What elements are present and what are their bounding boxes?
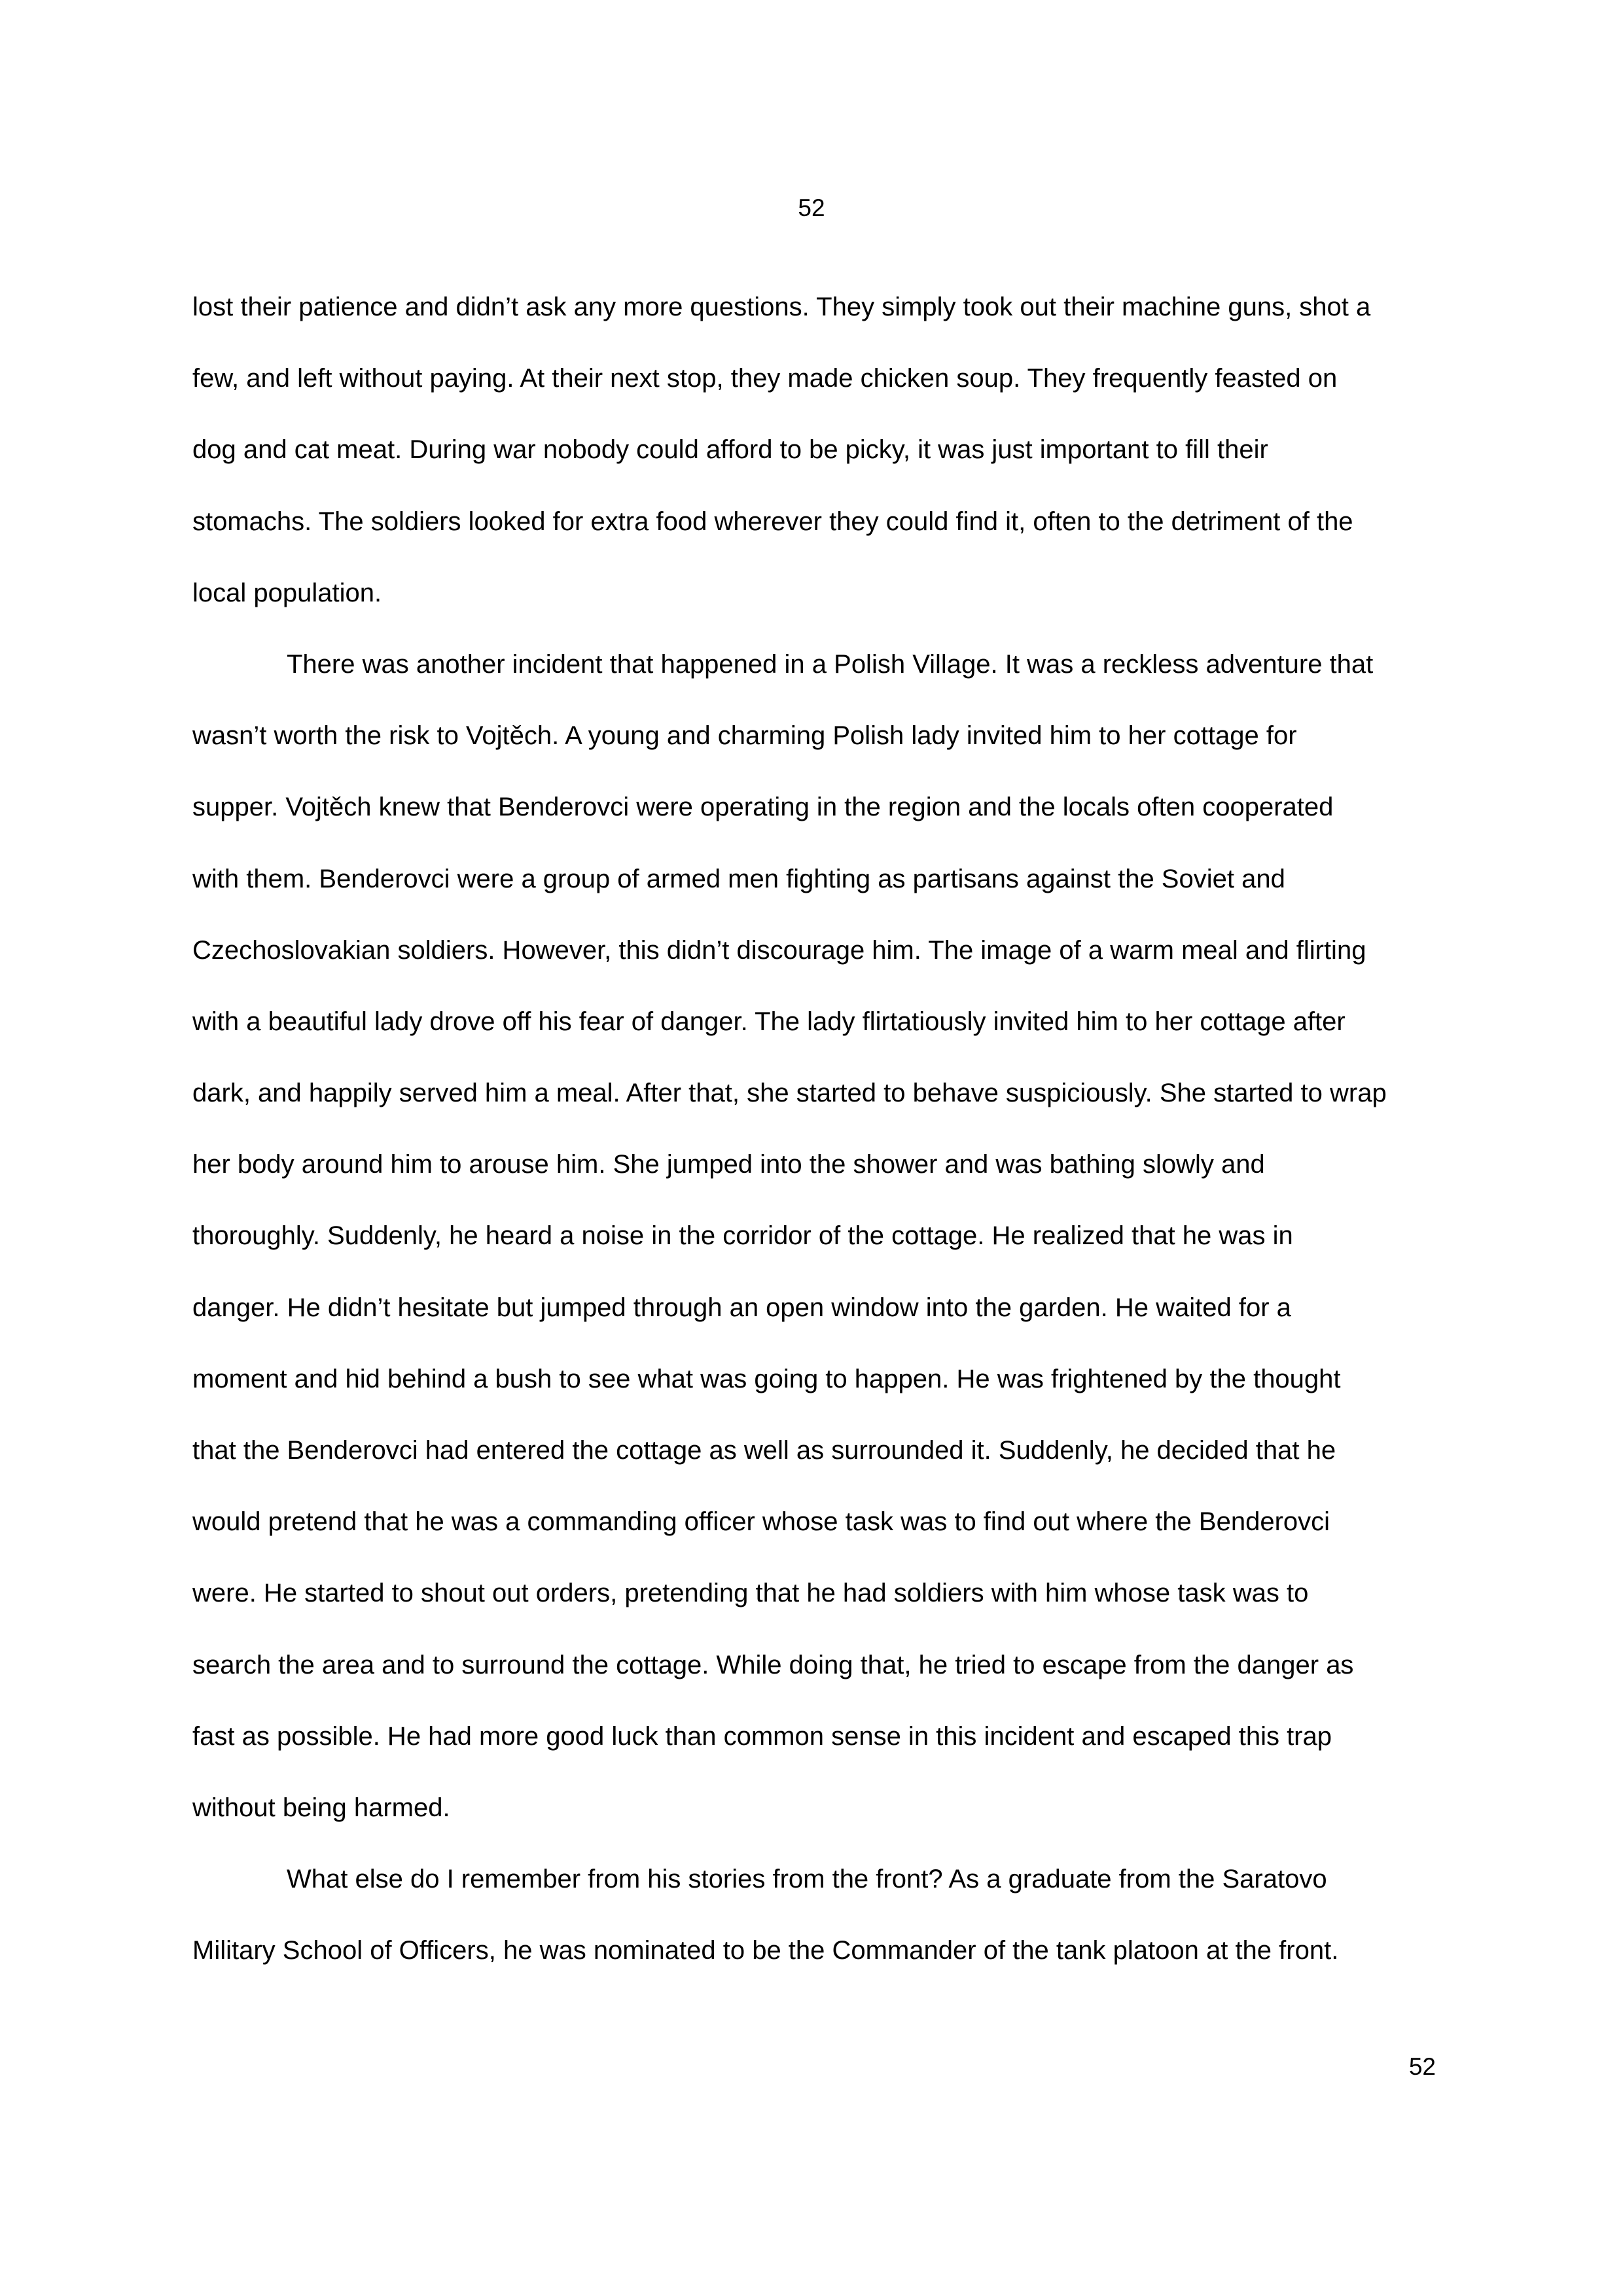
body-text <box>192 288 1440 2003</box>
text-line: danger. He didn’t hesitate but jumped through an open window into the garden. He waited for a <box>192 1293 1291 1322</box>
text-line: There was another incident that happened in a Polish Village. It was a reckless adventure that <box>287 649 1374 679</box>
text-line: few, and left without paying. At their next stop, they made chicken soup. They frequently feasted on <box>192 364 1338 393</box>
text-line: supper. Vojtěch knew that Benderovci were operating in the region and the locals often cooperated <box>192 793 1334 822</box>
text-line: stomachs. The soldiers looked for extra food wherever they could find it, often to the detriment of the <box>192 507 1353 536</box>
text-line: fast as possible. He had more good luck than common sense in this incident and escaped this trap <box>192 1721 1332 1751</box>
text-line: Czechoslovakian soldiers. However, this didn’t discourage him. The image of a warm meal and flirting <box>192 935 1366 965</box>
text-line: Military School of Officers, he was nominated to be the Commander of the tank platoon at the front. <box>192 1936 1339 1965</box>
text-line: moment and hid behind a bush to see what was going to happen. He was frightened by the thought <box>192 1364 1341 1393</box>
text-line: dark, and happily served him a meal. After that, she started to behave suspiciously. She started to wrap <box>192 1079 1387 1108</box>
text-line: search the area and to surround the cottage. While doing that, he tried to escape from the danger as <box>192 1650 1354 1679</box>
text-line: thoroughly. Suddenly, he heard a noise in the corridor of the cottage. He realized that he was in <box>192 1221 1293 1251</box>
footer-page-number: 52 <box>1408 2053 1436 2080</box>
text-line: her body around him to arouse him. She jumped into the shower and was bathing slowly and <box>192 1150 1265 1179</box>
text-line: that the Benderovci had entered the cottage as well as surrounded it. Suddenly, he decided that he <box>192 1436 1336 1465</box>
text-line: with them. Benderovci were a group of armed men fighting as partisans against the Soviet and <box>192 864 1285 893</box>
text-line: lost their patience and didn’t ask any more questions. They simply took out their machine guns, shot a <box>192 293 1371 321</box>
text-line: were. He started to shout out orders, pretending that he had soldiers with him whose task was to <box>192 1579 1309 1608</box>
text-line: would pretend that he was a commanding officer whose task was to find out where the Benderovci <box>192 1507 1330 1537</box>
text-line: wasn’t worth the risk to Vojtěch. A young and charming Polish lady invited him to her cottage for <box>192 721 1297 751</box>
text-line: without being harmed. <box>192 1793 450 1822</box>
text-line: dog and cat meat. During war nobody could afford to be picky, it was just important to fill their <box>192 435 1268 465</box>
text-line: with a beautiful lady drove off his fear of danger. The lady flirtatiously invited him to her cottage after <box>192 1007 1346 1036</box>
text-line: What else do I remember from his stories from the front? As a graduate from the Saratovo <box>287 1865 1327 1894</box>
header-page-number: 52 <box>798 194 825 221</box>
text-line: local population. <box>192 578 382 607</box>
